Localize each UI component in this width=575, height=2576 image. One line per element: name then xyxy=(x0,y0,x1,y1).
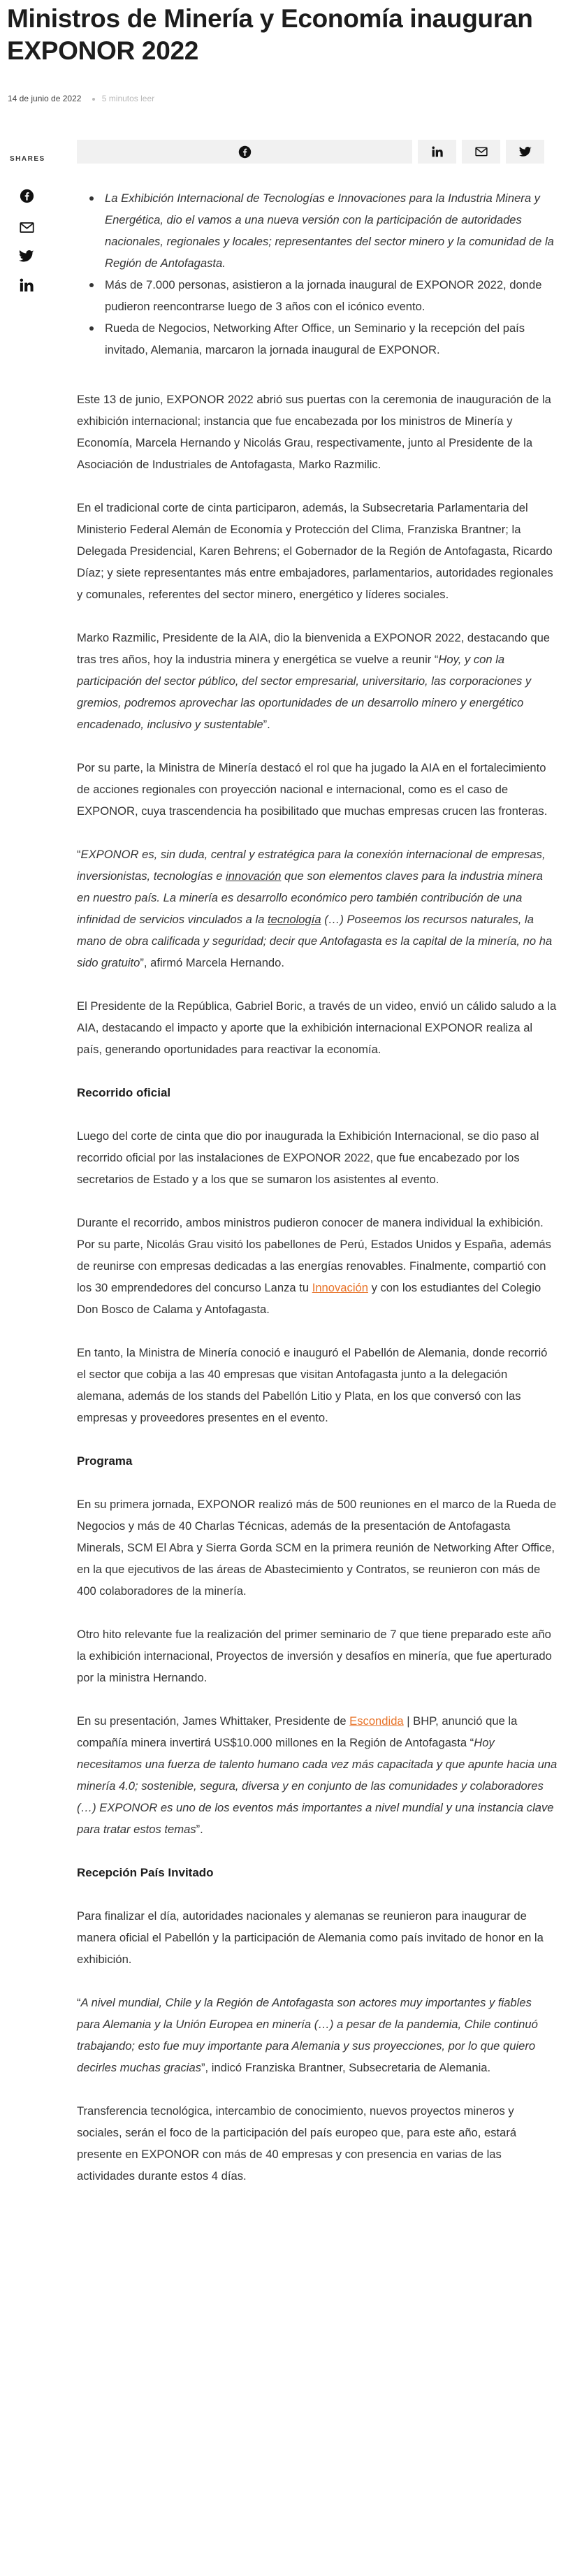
side-share-linkedin[interactable] xyxy=(18,277,35,294)
paragraph: El Presidente de la República, Gabriel Boric, a través de un video, envió un cálido saludo a la AIA, destacando el impacto y aporte que la exhibición internacional EXPONOR realiza al país, generando oportunidades para reactivar la economía. xyxy=(77,999,557,1056)
side-share-facebook[interactable] xyxy=(18,187,35,204)
highlight-item: Más de 7.000 personas, asistieron a la jornada inaugural de EXPONOR 2022, donde pudieron reencontrarse luego de 3 años con el icónico evento. xyxy=(77,274,558,317)
share-mail-button[interactable] xyxy=(462,140,500,164)
section-heading-recepcion: Recepción País Invitado xyxy=(77,1866,214,1879)
highlight-item: Rueda de Negocios, Networking After Office, un Seminario y la recepción del país invitado, Alemania, marcaron la jornada inaugural de EXPONOR. xyxy=(77,317,558,361)
article-body xyxy=(77,187,558,2208)
section-heading-recorrido: Recorrido oficial xyxy=(77,1086,171,1099)
paragraph: En tanto, la Ministra de Minería conoció e inauguró el Pabellón de Alemania, donde recorrió el sector que cobija a las 40 empresas que visitan Antofagasta junto a la delegación alemana, además de los stands del Pabellón Litio y Plata, en los que conversó con las empresas y proveedores presentes en el evento. xyxy=(77,1346,548,1424)
paragraph-quote: “EXPONOR es, sin duda, central y estratégica para la conexión internacional de empresas, inversionistas, tecnologías e innovación que son elementos claves para la industria minera en nuestro país. La minería es desarrollo económico pero también contribución de una infinidad de servicios vinculados a la tecnología (…) Poseemos los recursos naturales, la mano de obra calificada y seguridad; decir que Antofagasta es la capital de la minería, no ha sido gratuito”, afirmó Marcela Hernando. xyxy=(77,848,553,969)
side-share-mail[interactable] xyxy=(18,219,35,236)
paragraph: Durante el recorrido, ambos ministros pudieron conocer de manera individual la exhibición. Por su parte, Nicolás Grau visitó los pabellones de Perú, Estados Unidos y España, además de reunirse con empresas dedicadas a las energías renovables. Finalmente, compartió con los 30 emprendedores del concurso Lanza tu Innovación y con los estudiantes del Colegio Don Bosco de Calama y Antofagasta. xyxy=(77,1216,551,1316)
mail-icon xyxy=(475,147,488,157)
paragraph: Por su parte, la Ministra de Minería destacó el rol que ha jugado la AIA en el fortalecimiento de acciones regionales con proyección nacional e internacional, como es el caso de EXPONOR, cuya trascendencia ha posibilitado que muchas empresas crucen las fronteras. xyxy=(77,761,548,818)
innovacion-link[interactable]: innovación xyxy=(226,869,282,883)
share-twitter-button[interactable] xyxy=(506,140,544,164)
paragraph-quote: En su presentación, James Whittaker, Presidente de Escondida | BHP, anunció que la compañía minera invertirá US$10.000 millones en la Región de Antofagasta “Hoy necesitamos una fuerza de talento humano cada vez más capacitada y que apunte hacia una minería 4.0; sostenible, segura, diversa y en conjunto de las comunidades y colaboradores (…) EXPONOR es uno de los eventos más importantes a nivel mundial y una instancia clave para tratar estos temas”. xyxy=(77,1714,558,1836)
publish-date: 14 de junio de 2022 xyxy=(8,94,82,103)
linkedin-icon xyxy=(432,146,443,157)
facebook-icon xyxy=(20,189,34,203)
paragraph: Luego del corte de cinta que dio por inaugurada la Exhibición Internacional, se dio paso al recorrido oficial por las instalaciones de EXPONOR 2022, que fue encabezado por los secretarios de Estado y a los que se sumaron los asistentes al evento. xyxy=(77,1129,539,1186)
paragraph: En el tradicional corte de cinta participaron, además, la Subsecretaria Parlamentaria del Ministerio Federal Alemán de Economía y Protección del Clima, Franziska Brantner; la Delegada Presidencial, Karen Behrens; el Gobernador de la Región de Antofagasta, Ricardo Díaz; y siete representantes más entre embajadores, parlamentarios, autoridades regionales y comunales, referentes del sector minero, energético y líderes sociales. xyxy=(77,501,553,601)
escondida-link[interactable]: Escondida xyxy=(349,1714,404,1728)
paragraph-quote: “A nivel mundial, Chile y la Región de Antofagasta son actores muy importantes y fiables para Alemania y la Unión Europea en minería (…) a pesar de la pandemia, Chile continuó trabajando; esto fue muy importante para Alemania y sus proyecciones, por lo que quiero decirles muchas gracias”, indicó Franziska Brantner, Subsecretaria de Alemania. xyxy=(77,1996,538,2074)
highlights-list xyxy=(77,187,558,361)
linkedin-icon xyxy=(20,278,34,292)
paragraph: Otro hito relevante fue la realización del primer seminario de 7 que tiene preparado este año la exhibición internacional, Proyectos de inversión y desafíos en minería, que fue aperturado por la ministra Hernando. xyxy=(77,1628,552,1684)
share-linkedin-button[interactable] xyxy=(418,140,456,164)
highlight-item: La Exhibición Internacional de Tecnologías e Innovaciones para la Industria Minera y Energética, dio el vamos a una nueva versión con la participación de autoridades nacionales, regionales y locales; representantes del sector minero y la comunidad de la Región de Antofagasta. xyxy=(77,187,558,274)
read-time: 5 minutos leer xyxy=(92,94,154,103)
shares-label: SHARES xyxy=(10,155,45,163)
section-heading-programa: Programa xyxy=(77,1454,133,1468)
twitter-icon xyxy=(19,250,34,263)
paragraph: Para finalizar el día, autoridades nacionales y alemanas se reunieron para inaugurar de manera oficial el Pabellón y la participación de Alemania como país invitado de honor en la exhibición. xyxy=(77,1909,544,1966)
page-title: Ministros de Minería y Economía inauguran EXPONOR 2022 xyxy=(7,4,533,65)
mail-icon xyxy=(20,222,34,233)
innovacion-orange-link[interactable]: Innovación xyxy=(312,1281,368,1294)
paragraph-quote: Marko Razmilic, Presidente de la AIA, dio la bienvenida a EXPONOR 2022, destacando que tras tres años, hoy la industria minera y energética se vuelve a reunir “Hoy, y con la participación del sector público, del sector empresarial, universitario, las corporaciones y gremios, podremos aprovechar las oportunidades de un desarrollo minero y energético encadenado, inclusivo y sustentable”. xyxy=(77,631,551,731)
share-bar xyxy=(77,140,550,164)
paragraph: Este 13 de junio, EXPONOR 2022 abrió sus puertas con la ceremonia de inauguración de la exhibición internacional; instancia que fue encabezada por los ministros de Minería y Economía, Marcela Hernando y Nicolás Grau, respectivamente, junto al Presidente de la Asociación de Industriales de Antofagasta, Marko Razmilic. xyxy=(77,393,551,471)
tecnologia-link[interactable]: tecnología xyxy=(268,913,321,926)
paragraph: Transferencia tecnológica, intercambio de conocimiento, nuevos proyectos mineros y sociales, serán el foco de la participación del país europeo que, para este año, estará presente en EXPONOR con más de 40 empresas y con presencia en varias de las actividades durante estos 4 días. xyxy=(77,2104,517,2183)
paragraph: En su primera jornada, EXPONOR realizó más de 500 reuniones en el marco de la Rueda de Negocios y más de 40 Charlas Técnicas, además de la presentación de Antofagasta Minerals, SCM El Abra y Sierra Gorda SCM en la primera reunión de Networking After Office, en la que ejecutivos de las áreas de Abastecimiento y Contratos, se reunieron con más de 400 colaboradores de la minería. xyxy=(77,1498,557,1598)
side-share-twitter[interactable] xyxy=(18,248,35,265)
facebook-icon xyxy=(238,145,252,159)
article-meta xyxy=(8,94,154,103)
share-facebook-button[interactable] xyxy=(77,140,412,164)
twitter-icon xyxy=(519,147,532,157)
